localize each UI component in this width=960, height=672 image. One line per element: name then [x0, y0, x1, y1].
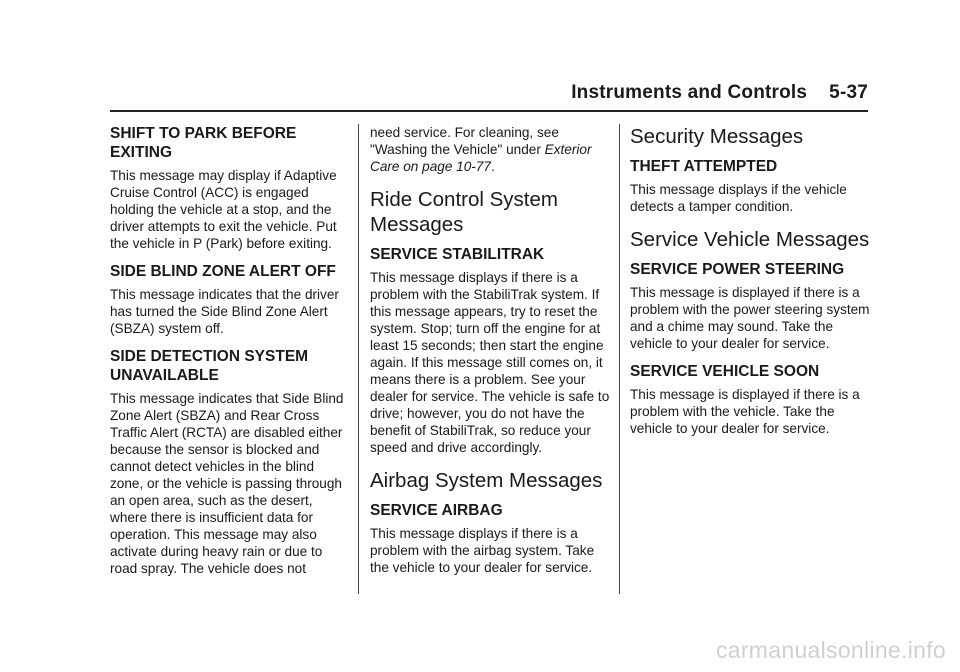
heading-service-power-steering: SERVICE POWER STEERING [630, 261, 845, 278]
heading-theft-attempted: THEFT ATTEMPTED [630, 158, 778, 175]
paragraph-service-power-steering: This message is displayed if there is a problem with the power steering system and a chime may sound. Take the vehicle to your dealer for service. [630, 285, 870, 351]
heading-ride-control-messages: Ride Control System Messages [370, 188, 558, 236]
heading-security-messages: Security Messages [630, 125, 804, 148]
heading-service-stabilitrak: SERVICE STABILITRAK [370, 246, 545, 263]
header-rule [110, 110, 868, 112]
column-divider-2 [619, 124, 620, 594]
paragraph-shift-to-park: This message may display if Adaptive Cruise Control (ACC) is engaged holding the vehicle at a stop, and the driver attempts to exit the vehicle. Put the vehicle in P (Park) before exiting. [110, 168, 337, 251]
heading-airbag-system-messages: Airbag System Messages [370, 469, 603, 492]
paragraph-side-blind-zone-alert-off: This message indicates that the driver has turned the Side Blind Zone Alert (SBZA) system off. [110, 287, 339, 336]
column-2 [370, 124, 610, 586]
paragraph-theft-attempted: This message displays if the vehicle detects a tamper condition. [630, 182, 847, 214]
column-divider-1 [358, 124, 359, 594]
heading-service-airbag: SERVICE AIRBAG [370, 502, 503, 519]
heading-side-blind-zone-alert-off: SIDE BLIND ZONE ALERT OFF [110, 263, 336, 280]
paragraph-service-vehicle-soon: This message is displayed if there is a problem with the vehicle. Take the vehicle to your dealer for service. [630, 387, 860, 436]
page-header [571, 82, 868, 104]
heading-side-detection-unavailable: SIDE DETECTION SYSTEM UNAVAILABLE [110, 348, 309, 384]
heading-service-vehicle-soon: SERVICE VEHICLE SOON [630, 363, 820, 380]
page-number: 5-37 [829, 82, 868, 103]
heading-service-vehicle-messages: Service Vehicle Messages [630, 228, 870, 251]
section-title: Instruments and Controls [571, 82, 808, 103]
paragraph-service-airbag: This message displays if there is a problem with the airbag system. Take the vehicle to your dealer for service. [370, 526, 595, 575]
paragraph-continued: need service. For cleaning, see "Washing the Vehicle" under Exterior Care on page 10-77. [370, 125, 592, 174]
column-3 [630, 124, 870, 447]
paragraph-side-detection-unavailable: This message indicates that Side Blind Zone Alert (SBZA) and Rear Cross Traffic Alert (RCTA) are disabled either because the sensor is blocked and cannot detect vehicles in the blind zone, or the vehicle is passing through an open area, such as the desert, where there is insufficient data for operation. This message may also activate during heavy rain or due to road spray. The vehicle does not [110, 391, 344, 576]
heading-shift-to-park: SHIFT TO PARK BEFORE EXITING [110, 125, 297, 161]
paragraph-service-stabilitrak: This message displays if there is a problem with the StabiliTrak system. If this message appears, try to reset the system. Stop; turn off the engine for at least 15 seconds; then start the engine again. If this message still comes on, it means there is a problem. See your dealer for service. The vehicle is safe to drive; however, you do not have the benefit of StabiliTrak, so reduce your speed and drive accordingly. [370, 270, 610, 455]
column-1 [110, 124, 350, 587]
cross-reference-link[interactable]: Exterior Care on page 10-77 [370, 142, 592, 174]
watermark: carmanualsonline.info [715, 637, 946, 663]
